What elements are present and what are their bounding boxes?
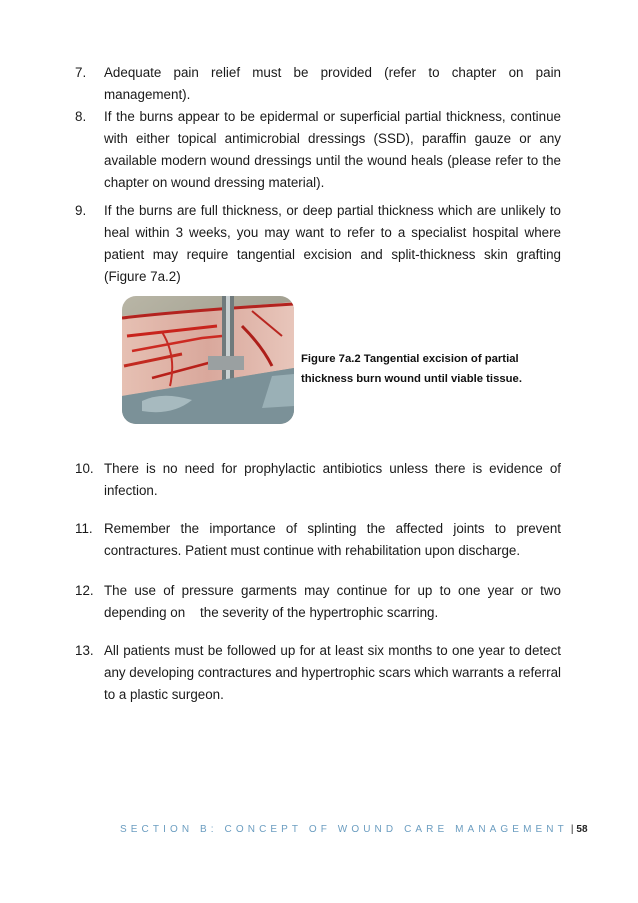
item-text: The use of pressure garments may continue for up to one year or two depending on the severity of the hypertrophic scarring. [104, 583, 565, 620]
item-number: 9. [75, 203, 87, 218]
figure-caption: Figure 7a.2 Tangential excision of partial thickness burn wound until viable tissue. [301, 353, 522, 385]
item-number: 12. [75, 583, 94, 598]
page-number: 58 [576, 824, 588, 835]
page-footer [120, 824, 588, 835]
item-number: 11. [75, 521, 93, 536]
burn-excision-photo [122, 296, 294, 424]
footer-separator: | [570, 824, 574, 835]
list-item-7 [75, 62, 561, 106]
item-text: Remember the importance of splinting the affected joints to prevent contractures. Patient must continue with rehabilitation upon discharge. [104, 521, 561, 558]
item-text: If the burns are full thickness, or deep partial thickness which are unlikely to heal within 3 weeks, you may want to refer to a specialist hospital where patient may require tangential excision and split-thickness skin grafting (Figure 7a.2) [104, 203, 561, 284]
item-number: 8. [75, 109, 87, 124]
footer-section-title: SECTION B: CONCEPT OF WOUND CARE MANAGEMENT [120, 824, 568, 835]
item-text: All patients must be followed up for at least six months to one year to detect any developing contractures and hypertrophic scars which warrants a referral to a plastic surgeon. [104, 643, 561, 702]
list-item-9 [75, 200, 561, 288]
list-item-11 [75, 518, 561, 562]
item-text: There is no need for prophylactic antibiotics unless there is evidence of infection. [104, 461, 561, 498]
list-item-8 [75, 106, 561, 194]
item-text: If the burns appear to be epidermal or superficial partial thickness, continue with either topical antimicrobial dressings (SSD), paraffin gauze or any available modern wound dressings until the wound heals (please refer to the chapter on wound dressing material). [104, 109, 561, 190]
list-item-13 [75, 640, 561, 706]
list-item-12 [75, 580, 565, 624]
item-text: Adequate pain relief must be provided (refer to chapter on pain management). [104, 65, 561, 102]
item-number: 10. [75, 461, 94, 476]
item-number: 7. [75, 65, 87, 80]
item-number: 13. [75, 643, 94, 658]
list-item-10 [75, 458, 561, 502]
